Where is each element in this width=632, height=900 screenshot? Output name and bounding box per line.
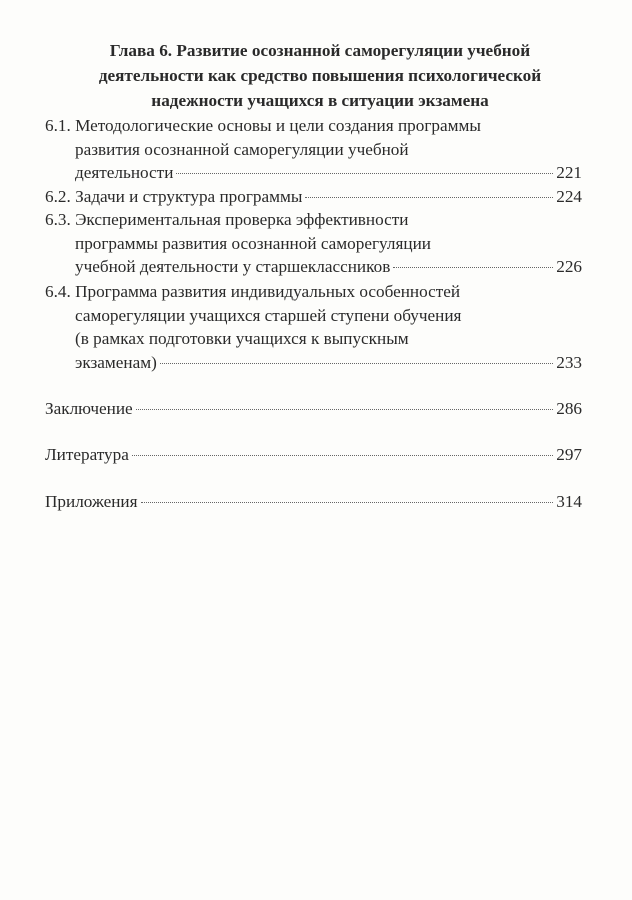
- toc-entry-line: (в рамках подготовки учащихся к выпускным: [75, 329, 409, 349]
- section-title-text: Методологические основы и цели создания программы: [75, 116, 481, 135]
- section-title-text: [45, 185, 302, 209]
- dot-leader: [176, 173, 553, 174]
- chapter-title: [60, 38, 580, 113]
- dot-leader: [141, 502, 554, 503]
- section-number: 6.4.: [45, 282, 71, 301]
- toc-entry-line: [45, 208, 582, 232]
- dot-leader: [132, 455, 553, 456]
- toc-entry-6-1[interactable]: [45, 114, 582, 185]
- section-title-text: Программа развития индивидуальных особенностей: [75, 282, 461, 301]
- page-number: 221: [556, 163, 582, 183]
- toc-entry-line: саморегуляции учащихся старшей ступени обучения: [75, 305, 462, 325]
- section-number: 6.1.: [45, 116, 71, 135]
- toc-entry-line: развития осознанной саморегуляции учебной: [75, 139, 409, 159]
- dot-leader: [160, 363, 553, 364]
- entry-label: Заключение: [45, 399, 133, 418]
- section-title-text: Экспериментальная проверка эффективности: [75, 210, 409, 229]
- dot-leader: [136, 409, 554, 410]
- toc-entry-line: [45, 161, 582, 185]
- section-number: 6.3.: [45, 210, 71, 229]
- section-number: 6.2.: [45, 187, 71, 206]
- toc-entry-line: [45, 185, 582, 209]
- page-number: 314: [556, 492, 582, 511]
- toc-entry-6-4[interactable]: [45, 280, 582, 374]
- section-title-text: экзаменам): [75, 352, 157, 372]
- section-title-text: деятельности: [75, 163, 174, 183]
- toc-entry-line: [45, 114, 582, 138]
- chapter-title-line: Глава 6. Развитие осознанной саморегуляции учебной: [109, 41, 531, 60]
- chapter-title-line: надежности учащихся в ситуации экзамена: [151, 91, 489, 110]
- toc-entry-appendices[interactable]: [45, 490, 582, 514]
- section-title-text: учебной деятельности у старшеклассников: [75, 257, 391, 277]
- page-number: 226: [556, 257, 582, 277]
- page-number: 286: [556, 399, 582, 418]
- chapter-title-line: деятельности как средство повышения психологической: [98, 66, 542, 85]
- toc-entry-line: [45, 351, 582, 375]
- entry-label: Приложения: [45, 492, 138, 511]
- dot-leader: [393, 267, 553, 268]
- toc-entry-line: [45, 255, 582, 279]
- page-number: 224: [556, 187, 582, 206]
- toc-entry-conclusion[interactable]: [45, 397, 582, 421]
- page-number: 297: [556, 445, 582, 464]
- dot-leader: [305, 197, 553, 198]
- toc-entry-6-2[interactable]: [45, 185, 582, 209]
- section-title-text: Задачи и структура программы: [75, 187, 303, 206]
- page-number: 233: [556, 352, 582, 372]
- toc-entry-6-3[interactable]: [45, 208, 582, 279]
- toc-entry-literature[interactable]: [45, 443, 582, 467]
- entry-label: Литература: [45, 445, 129, 464]
- toc-entry-line: [45, 280, 582, 304]
- toc-entry-line: программы развития осознанной саморегуляции: [75, 233, 431, 253]
